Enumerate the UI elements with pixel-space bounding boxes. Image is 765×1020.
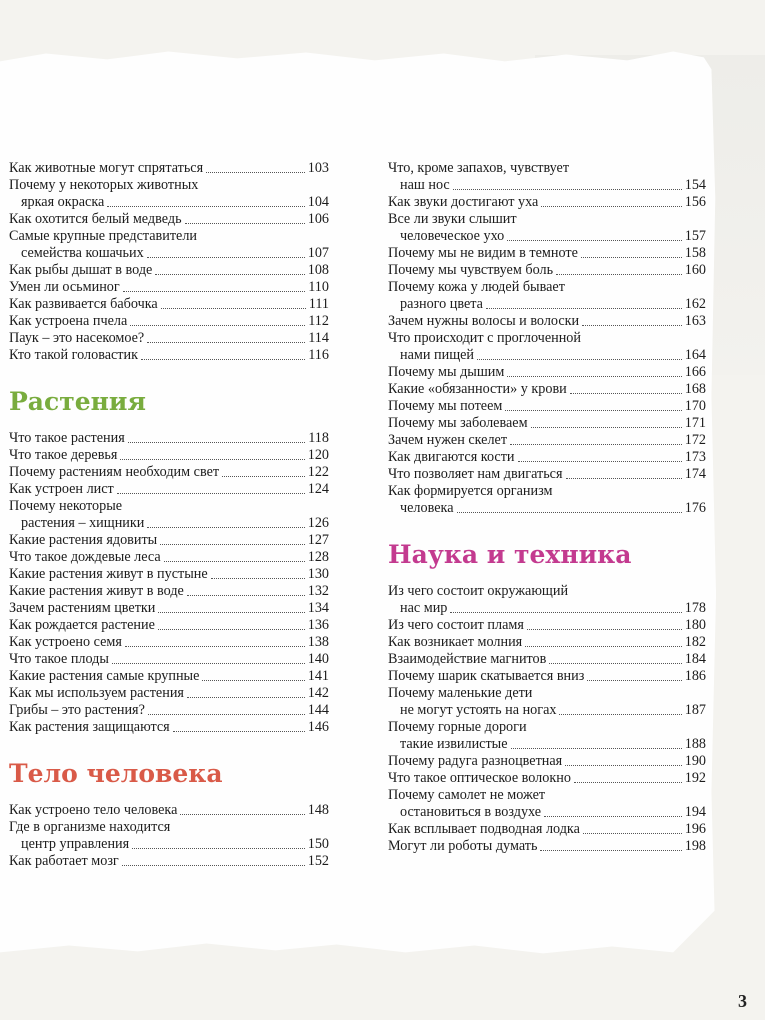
toc-entry-page: 196 bbox=[684, 821, 706, 837]
toc-entry-title: Как рождается растение bbox=[9, 617, 155, 633]
toc-entry-title: Почему маленькие дети bbox=[388, 685, 533, 701]
toc-entry-page: 132 bbox=[307, 583, 329, 599]
toc-entry-page: 111 bbox=[308, 296, 329, 312]
toc-entry[interactable] bbox=[388, 211, 706, 245]
toc-entry-title: разного цвета bbox=[400, 296, 483, 312]
toc-entry[interactable] bbox=[388, 194, 706, 211]
dot-leader bbox=[132, 848, 305, 849]
toc-entry-page: 176 bbox=[684, 500, 706, 516]
toc-entry-page: 108 bbox=[307, 262, 329, 278]
dot-leader bbox=[147, 257, 305, 258]
toc-entry-title: Зачем нужен скелет bbox=[388, 432, 508, 448]
toc-entry-page: 188 bbox=[684, 736, 706, 752]
toc-entry-title: Как мы используем растения bbox=[9, 685, 184, 701]
dot-leader bbox=[583, 833, 682, 834]
toc-entry-page: 154 bbox=[684, 177, 706, 193]
toc-entry[interactable] bbox=[388, 583, 706, 617]
toc-entry-page: 174 bbox=[684, 466, 706, 482]
dot-leader bbox=[531, 427, 682, 428]
dot-leader bbox=[185, 223, 305, 224]
dot-leader bbox=[582, 325, 682, 326]
toc-entry-page: 134 bbox=[307, 600, 329, 616]
toc-entry-page: 112 bbox=[308, 313, 329, 329]
toc-entry-page: 180 bbox=[684, 617, 706, 633]
toc-entry-page: 172 bbox=[684, 432, 706, 448]
dot-leader bbox=[158, 629, 305, 630]
dot-leader bbox=[566, 478, 682, 479]
dot-leader bbox=[187, 697, 305, 698]
dot-leader bbox=[507, 240, 681, 241]
toc-entry-title: Какие растения живут в воде bbox=[9, 583, 184, 599]
toc-entry[interactable] bbox=[388, 483, 706, 517]
dot-leader bbox=[525, 646, 682, 647]
toc-entry-page: 150 bbox=[307, 836, 329, 852]
toc-entry-page: 163 bbox=[684, 313, 706, 329]
section-title-human-body: Тело человека bbox=[9, 759, 223, 788]
toc-entry-title: Почему мы заболеваем bbox=[388, 415, 528, 431]
toc-entry-title: Как двигаются кости bbox=[388, 449, 515, 465]
dot-leader bbox=[158, 612, 304, 613]
dot-leader bbox=[587, 680, 681, 681]
dot-leader bbox=[147, 527, 304, 528]
toc-entry-title: Как устроено семя bbox=[9, 634, 122, 650]
toc-entry-title: Почему мы дышим bbox=[388, 364, 505, 380]
toc-entry[interactable] bbox=[388, 313, 706, 330]
toc-entry-page: 164 bbox=[684, 347, 706, 363]
toc-entry[interactable] bbox=[9, 228, 329, 262]
toc-entry-title: Как устроена пчела bbox=[9, 313, 128, 329]
dot-leader bbox=[510, 444, 682, 445]
toc-entry[interactable] bbox=[9, 634, 329, 651]
toc-entry[interactable] bbox=[388, 770, 706, 787]
toc-entry-title: человека bbox=[400, 500, 454, 516]
toc-entry-title: Какие растения живут в пустыне bbox=[9, 566, 208, 582]
toc-entry[interactable] bbox=[9, 498, 329, 532]
dot-leader bbox=[141, 359, 305, 360]
toc-entry[interactable] bbox=[388, 634, 706, 651]
toc-entry[interactable] bbox=[9, 566, 329, 583]
toc-entry-title: Что происходит с проглоченной bbox=[388, 330, 581, 346]
toc-entry-title: Где в организме находится bbox=[9, 819, 171, 835]
dot-leader bbox=[202, 680, 304, 681]
toc-entry[interactable] bbox=[388, 668, 706, 685]
toc-entry[interactable] bbox=[388, 787, 706, 821]
toc-entry-title: Как устроено тело человека bbox=[9, 802, 178, 818]
toc-entry[interactable] bbox=[9, 532, 329, 549]
dot-leader bbox=[518, 461, 682, 462]
toc-entry[interactable] bbox=[9, 600, 329, 617]
dot-leader bbox=[511, 748, 682, 749]
toc-entry-title: Умен ли осьминог bbox=[9, 279, 120, 295]
dot-leader bbox=[505, 410, 681, 411]
toc-entry[interactable] bbox=[9, 549, 329, 566]
toc-entry-page: 168 bbox=[684, 381, 706, 397]
toc-entry-page: 120 bbox=[307, 447, 329, 463]
dot-leader bbox=[122, 865, 305, 866]
toc-entry[interactable] bbox=[9, 685, 329, 702]
dot-leader bbox=[147, 342, 305, 343]
toc-entry-title: наш нос bbox=[400, 177, 450, 193]
toc-entry-title: Как устроен лист bbox=[9, 481, 114, 497]
dot-leader bbox=[117, 493, 305, 494]
toc-entry-title: Почему горные дороги bbox=[388, 719, 527, 735]
toc-entry-title: яркая окраска bbox=[21, 194, 105, 210]
toc-entry-title: Почему мы потеем bbox=[388, 398, 503, 414]
toc-group bbox=[9, 430, 329, 736]
toc-entry-title: Из чего состоит окружающий bbox=[388, 583, 569, 599]
dot-leader bbox=[549, 663, 681, 664]
dot-leader bbox=[173, 731, 305, 732]
toc-entry-page: 190 bbox=[684, 753, 706, 769]
toc-entry-title: Как животные могут спрятаться bbox=[9, 160, 204, 176]
toc-entry-page: 157 bbox=[684, 228, 706, 244]
toc-entry-title: Почему самолет не может bbox=[388, 787, 546, 803]
toc-entry-page: 127 bbox=[307, 532, 329, 548]
toc-entry[interactable] bbox=[9, 313, 329, 330]
dot-leader bbox=[559, 714, 681, 715]
dot-leader bbox=[507, 376, 681, 377]
toc-entry-title: нас мир bbox=[400, 600, 448, 616]
dot-leader bbox=[570, 393, 682, 394]
toc-entry-page: 140 bbox=[307, 651, 329, 667]
dot-leader bbox=[187, 595, 305, 596]
toc-entry-title: Как развивается бабочка bbox=[9, 296, 158, 312]
toc-entry-title: Почему мы не видим в темноте bbox=[388, 245, 578, 261]
dot-leader bbox=[574, 782, 682, 783]
toc-entry[interactable] bbox=[9, 160, 329, 177]
dot-leader bbox=[130, 325, 305, 326]
toc-entry[interactable] bbox=[9, 211, 329, 228]
toc-entry-title: нами пищей bbox=[400, 347, 475, 363]
toc-entry[interactable] bbox=[388, 160, 706, 194]
toc-entry-title: Как растения защищаются bbox=[9, 719, 170, 735]
toc-entry-page: 171 bbox=[684, 415, 706, 431]
toc-entry[interactable] bbox=[9, 668, 329, 685]
toc-entry[interactable] bbox=[9, 853, 329, 870]
toc-entry-title: Грибы – это растения? bbox=[9, 702, 145, 718]
toc-entry[interactable] bbox=[388, 838, 706, 855]
toc-entry-title: Что такое дождевые леса bbox=[9, 549, 161, 565]
toc-entry-title: Паук – это насекомое? bbox=[9, 330, 145, 346]
right-column bbox=[388, 160, 706, 855]
toc-entry-title: Почему некоторые bbox=[9, 498, 123, 514]
toc-entry-title: Взаимодействие магнитов bbox=[388, 651, 547, 667]
dot-leader bbox=[457, 512, 682, 513]
toc-entry-page: 114 bbox=[308, 330, 329, 346]
toc-entry-page: 136 bbox=[307, 617, 329, 633]
toc-entry-title: центр управления bbox=[21, 836, 130, 852]
toc-entry-page: 184 bbox=[684, 651, 706, 667]
toc-entry[interactable] bbox=[388, 262, 706, 279]
toc-entry[interactable] bbox=[388, 432, 706, 449]
dot-leader bbox=[164, 561, 305, 562]
toc-entry-page: 173 bbox=[684, 449, 706, 465]
toc-entry-page: 182 bbox=[684, 634, 706, 650]
dot-leader bbox=[222, 476, 305, 477]
toc-entry-page: 162 bbox=[684, 296, 706, 312]
toc-entry-title: Как формируется организм bbox=[388, 483, 553, 499]
toc-entry[interactable] bbox=[9, 262, 329, 279]
toc-entry-title: Что такое плоды bbox=[9, 651, 109, 667]
toc-entry-page: 178 bbox=[684, 600, 706, 616]
toc-entry-page: 166 bbox=[684, 364, 706, 380]
toc-entry-title: Как рыбы дышат в воде bbox=[9, 262, 153, 278]
toc-entry-title: Могут ли роботы думать bbox=[388, 838, 538, 854]
toc-entry-page: 141 bbox=[307, 668, 329, 684]
toc-entry[interactable] bbox=[388, 719, 706, 753]
toc-entry[interactable] bbox=[388, 821, 706, 838]
toc-entry-page: 198 bbox=[684, 838, 706, 854]
page-number: 3 bbox=[738, 991, 747, 1011]
dot-leader bbox=[148, 714, 305, 715]
toc-entry[interactable] bbox=[388, 753, 706, 770]
section-title-science: Наука и техника bbox=[388, 540, 632, 569]
dot-leader bbox=[565, 765, 682, 766]
toc-entry[interactable] bbox=[9, 177, 329, 211]
toc-entry-title: Самые крупные представители bbox=[9, 228, 198, 244]
dot-leader bbox=[486, 308, 682, 309]
toc-entry-page: 103 bbox=[307, 160, 329, 176]
toc-entry[interactable] bbox=[388, 279, 706, 313]
toc-entry-page: 122 bbox=[307, 464, 329, 480]
toc-entry-title: Что позволяет нам двигаться bbox=[388, 466, 563, 482]
toc-entry-page: 148 bbox=[307, 802, 329, 818]
toc-entry[interactable] bbox=[388, 466, 706, 483]
toc-entry-page: 130 bbox=[307, 566, 329, 582]
toc-entry[interactable] bbox=[388, 449, 706, 466]
toc-entry[interactable] bbox=[9, 464, 329, 481]
toc-entry[interactable] bbox=[9, 330, 329, 347]
toc-entry-page: 194 bbox=[684, 804, 706, 820]
toc-entry-page: 128 bbox=[307, 549, 329, 565]
toc-entry-page: 107 bbox=[307, 245, 329, 261]
toc-entry-title: Как охотится белый медведь bbox=[9, 211, 182, 227]
toc-entry-page: 116 bbox=[308, 347, 329, 363]
toc-entry-page: 138 bbox=[307, 634, 329, 650]
toc-entry-page: 106 bbox=[307, 211, 329, 227]
dot-leader bbox=[112, 663, 305, 664]
toc-entry-title: Кто такой головастик bbox=[9, 347, 138, 363]
section-title-plants: Растения bbox=[9, 387, 146, 416]
toc-entry-title: Что такое оптическое волокно bbox=[388, 770, 571, 786]
toc-entry[interactable] bbox=[9, 702, 329, 719]
toc-entry-title: Какие растения самые крупные bbox=[9, 668, 200, 684]
toc-entry[interactable] bbox=[9, 430, 329, 447]
toc-entry-title: семейства кошачьих bbox=[21, 245, 144, 261]
toc-entry-title: Какие «обязанности» у крови bbox=[388, 381, 567, 397]
toc-entry[interactable] bbox=[388, 381, 706, 398]
toc-entry-page: 158 bbox=[684, 245, 706, 261]
toc-entry[interactable] bbox=[9, 279, 329, 296]
toc-entry[interactable] bbox=[9, 447, 329, 464]
toc-entry-title: Зачем нужны волосы и волоски bbox=[388, 313, 580, 329]
toc-entry[interactable] bbox=[388, 364, 706, 381]
toc-entry-title: растения – хищники bbox=[21, 515, 145, 531]
toc-entry[interactable] bbox=[388, 685, 706, 719]
dot-leader bbox=[155, 274, 304, 275]
toc-entry-title: Почему шарик скатывается вниз bbox=[388, 668, 585, 684]
toc-entry-title: Почему растениям необходим свет bbox=[9, 464, 220, 480]
dot-leader bbox=[527, 629, 682, 630]
toc-entry-title: Почему радуга разноцветная bbox=[388, 753, 563, 769]
toc-entry-page: 126 bbox=[307, 515, 329, 531]
dot-leader bbox=[180, 814, 304, 815]
toc-entry-page: 104 bbox=[307, 194, 329, 210]
toc-entry-page: 124 bbox=[307, 481, 329, 497]
dot-leader bbox=[541, 206, 681, 207]
toc-entry[interactable] bbox=[9, 719, 329, 736]
toc-entry-page: 142 bbox=[307, 685, 329, 701]
dot-leader bbox=[450, 612, 681, 613]
dot-leader bbox=[581, 257, 682, 258]
toc-entry[interactable] bbox=[388, 617, 706, 634]
toc-entry-title: Все ли звуки слышит bbox=[388, 211, 517, 227]
toc-entry-page: 186 bbox=[684, 668, 706, 684]
dot-leader bbox=[107, 206, 304, 207]
toc-entry-page: 170 bbox=[684, 398, 706, 414]
toc-group bbox=[9, 802, 329, 870]
toc-entry-title: Что такое растения bbox=[9, 430, 125, 446]
toc-entry-page: 187 bbox=[684, 702, 706, 718]
dot-leader bbox=[160, 544, 305, 545]
toc-entry[interactable] bbox=[9, 347, 329, 364]
toc-group bbox=[388, 583, 706, 855]
toc-entry-title: остановиться в воздухе bbox=[400, 804, 542, 820]
toc-entry[interactable] bbox=[388, 651, 706, 668]
toc-entry-title: Что такое деревья bbox=[9, 447, 118, 463]
toc-entry-title: Зачем растениям цветки bbox=[9, 600, 156, 616]
toc-entry-title: Из чего состоит пламя bbox=[388, 617, 524, 633]
dot-leader bbox=[161, 308, 306, 309]
toc-entry-page: 160 bbox=[684, 262, 706, 278]
toc-entry-title: такие извилистые bbox=[400, 736, 508, 752]
toc-entry-page: 192 bbox=[684, 770, 706, 786]
toc-entry[interactable] bbox=[9, 651, 329, 668]
toc-entry-title: человеческое ухо bbox=[400, 228, 505, 244]
toc-entry-page: 156 bbox=[684, 194, 706, 210]
toc-entry-title: Почему мы чувствуем боль bbox=[388, 262, 554, 278]
toc-entry[interactable] bbox=[388, 398, 706, 415]
toc-entry[interactable] bbox=[9, 583, 329, 600]
left-column bbox=[9, 160, 329, 870]
toc-entry-title: Почему кожа у людей бывает bbox=[388, 279, 565, 295]
dot-leader bbox=[477, 359, 682, 360]
toc-entry-title: Как возникает молния bbox=[388, 634, 523, 650]
toc-entry-page: 146 bbox=[307, 719, 329, 735]
dot-leader bbox=[206, 172, 305, 173]
toc-entry-title: Как звуки достигают уха bbox=[388, 194, 539, 210]
toc-entry-title: Почему у некоторых животных bbox=[9, 177, 199, 193]
dot-leader bbox=[453, 189, 682, 190]
toc-entry-title: Как всплывает подводная лодка bbox=[388, 821, 580, 837]
toc-entry-page: 110 bbox=[308, 279, 329, 295]
toc-entry-title: Какие растения ядовиты bbox=[9, 532, 158, 548]
toc-entry-title: не могут устоять на ногах bbox=[400, 702, 557, 718]
toc-group bbox=[388, 160, 706, 517]
toc-entry[interactable] bbox=[388, 415, 706, 432]
dot-leader bbox=[540, 850, 681, 851]
toc-entry-title: Как работает мозг bbox=[9, 853, 119, 869]
dot-leader bbox=[544, 816, 682, 817]
toc-entry[interactable] bbox=[9, 819, 329, 853]
toc-entry[interactable] bbox=[9, 296, 329, 313]
toc-entry-page: 118 bbox=[308, 430, 329, 446]
toc-entry-page: 152 bbox=[307, 853, 329, 869]
dot-leader bbox=[125, 646, 305, 647]
dot-leader bbox=[211, 578, 305, 579]
toc-entry[interactable] bbox=[9, 617, 329, 634]
dot-leader bbox=[123, 291, 306, 292]
toc-group bbox=[9, 160, 329, 364]
dot-leader bbox=[120, 459, 304, 460]
toc-entry[interactable] bbox=[9, 481, 329, 498]
dot-leader bbox=[128, 442, 306, 443]
toc-entry[interactable] bbox=[388, 245, 706, 262]
dot-leader bbox=[556, 274, 682, 275]
toc-entry-title: Что, кроме запахов, чувствует bbox=[388, 160, 570, 176]
toc-entry[interactable] bbox=[388, 330, 706, 364]
toc-entry[interactable] bbox=[9, 802, 329, 819]
toc-entry-page: 144 bbox=[307, 702, 329, 718]
